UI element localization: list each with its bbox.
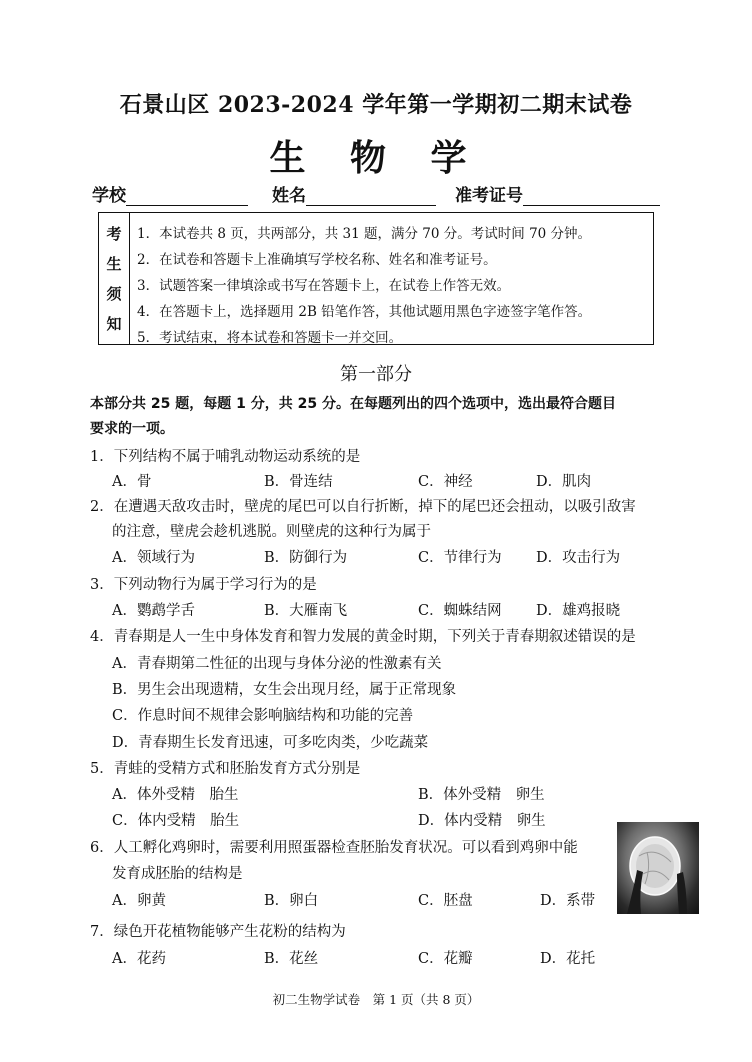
egg-candling-photo <box>617 822 699 914</box>
school-blank[interactable] <box>126 188 248 206</box>
question-stem: 4．青春期是人一生中身体发育和智力发展的黄金时期，下列关于青春期叙述错误的是 <box>90 629 636 645</box>
notice-label-char: 生 <box>106 254 122 273</box>
option[interactable]: B．卵白 <box>264 893 319 909</box>
option[interactable]: C．体内受精 胎生 <box>112 813 240 829</box>
option[interactable]: B．防御行为 <box>264 550 348 566</box>
option[interactable]: D．体内受精 卵生 <box>418 813 546 829</box>
question-stem: 7．绿色开花植物能够产生花粉的结构为 <box>90 924 346 940</box>
option[interactable]: C．神经 <box>418 474 473 490</box>
option[interactable]: C．节律行为 <box>418 550 502 566</box>
option[interactable]: A．骨 <box>112 474 152 490</box>
option[interactable]: D．雄鸡报晓 <box>536 603 621 619</box>
option[interactable]: D．攻击行为 <box>536 550 621 566</box>
option[interactable]: D．花托 <box>540 951 596 967</box>
option[interactable]: A．卵黄 <box>112 893 166 909</box>
option[interactable]: B．男生会出现遗精，女生会出现月经，属于正常现象 <box>112 682 457 698</box>
notice-item: 2．在试卷和答题卡上准确填写学校名称、姓名和准考证号。 <box>137 252 497 268</box>
question-stem: 发育成胚胎的结构是 <box>112 866 243 882</box>
option[interactable]: B．骨连结 <box>264 474 333 490</box>
notice-label-char: 知 <box>106 314 122 333</box>
section-intro-line: 本部分共 25 题，每题 1 分，共 25 分。在每题列出的四个选项中，选出最符合题目 <box>90 396 616 412</box>
question-stem: 2．在遭遇天敌攻击时，壁虎的尾巴可以自行折断，掉下的尾巴还会扭动，以吸引敌害 <box>90 499 636 515</box>
option[interactable]: B．花丝 <box>264 951 319 967</box>
section-intro-line: 要求的一项。 <box>90 421 174 437</box>
option[interactable]: A．体外受精 胎生 <box>112 787 239 803</box>
option[interactable]: D．肌肉 <box>536 474 592 490</box>
option[interactable]: A．鹦鹉学舌 <box>112 603 195 619</box>
subject-title: 生 物 学 <box>269 137 483 179</box>
option[interactable]: C．作息时间不规律会影响脑结构和功能的完善 <box>112 708 414 724</box>
notice-item: 3．试题答案一律填涂或书写在答题卡上，在试卷上作答无效。 <box>137 278 511 294</box>
exam-title: 石景山区 2023-2024 学年第一学期初二期末试卷 <box>119 92 633 118</box>
notice-box <box>98 212 654 345</box>
exam-id-blank[interactable] <box>523 188 660 206</box>
option[interactable]: C．胚盘 <box>418 893 473 909</box>
question-stem: 6．人工孵化鸡卵时，需要利用照蛋器检查胚胎发育状况。可以看到鸡卵中能 <box>90 840 578 856</box>
option[interactable]: A．花药 <box>112 951 166 967</box>
exam-id-label: 准考证号 <box>455 186 523 206</box>
option[interactable]: A．青春期第二性征的出现与身体分泌的性激素有关 <box>112 656 442 672</box>
notice-item: 1．本试卷共 8 页，共两部分，共 31 题，满分 70 分。考试时间 70 分钟。 <box>137 226 592 242</box>
page-footer: 初二生物学试卷 第 1 页（共 8 页） <box>272 992 480 1007</box>
notice-item: 5．考试结束，将本试卷和答题卡一并交回。 <box>137 330 403 346</box>
notice-item: 4．在答题卡上，选择题用 2B 铅笔作答，其他试题用黑色字迹签字笔作答。 <box>137 304 592 320</box>
option[interactable]: D．系带 <box>540 893 596 909</box>
exam-id-field <box>455 181 660 206</box>
notice-label-char: 考 <box>106 224 122 243</box>
notice-label-char: 须 <box>106 284 122 303</box>
question-stem: 1．下列结构不属于哺乳动物运动系统的是 <box>90 449 361 465</box>
egg-yolk-shadow <box>636 844 674 888</box>
option[interactable]: B．体外受精 卵生 <box>418 787 545 803</box>
question-stem: 5．青蛙的受精方式和胚胎发育方式分别是 <box>90 761 361 777</box>
hand-finger-right <box>677 872 687 914</box>
name-field <box>272 181 436 206</box>
option[interactable]: C．蜘蛛结网 <box>418 603 502 619</box>
option[interactable]: B．大雁南飞 <box>264 603 348 619</box>
school-label: 学校 <box>92 186 126 206</box>
egg-illustration <box>617 822 699 914</box>
name-blank[interactable] <box>306 188 436 206</box>
school-field <box>92 181 248 206</box>
notice-label <box>99 213 130 344</box>
name-label: 姓名 <box>272 186 306 206</box>
option[interactable]: D．青春期生长发育迅速，可多吃肉类，少吃蔬菜 <box>112 735 429 751</box>
option[interactable]: C．花瓣 <box>418 951 473 967</box>
question-stem: 3．下列动物行为属于学习行为的是 <box>90 577 317 593</box>
section-title: 第一部分 <box>340 364 412 385</box>
option[interactable]: A．领域行为 <box>112 550 195 566</box>
question-stem: 的注意，壁虎会趁机逃脱。则壁虎的这种行为属于 <box>112 524 431 540</box>
